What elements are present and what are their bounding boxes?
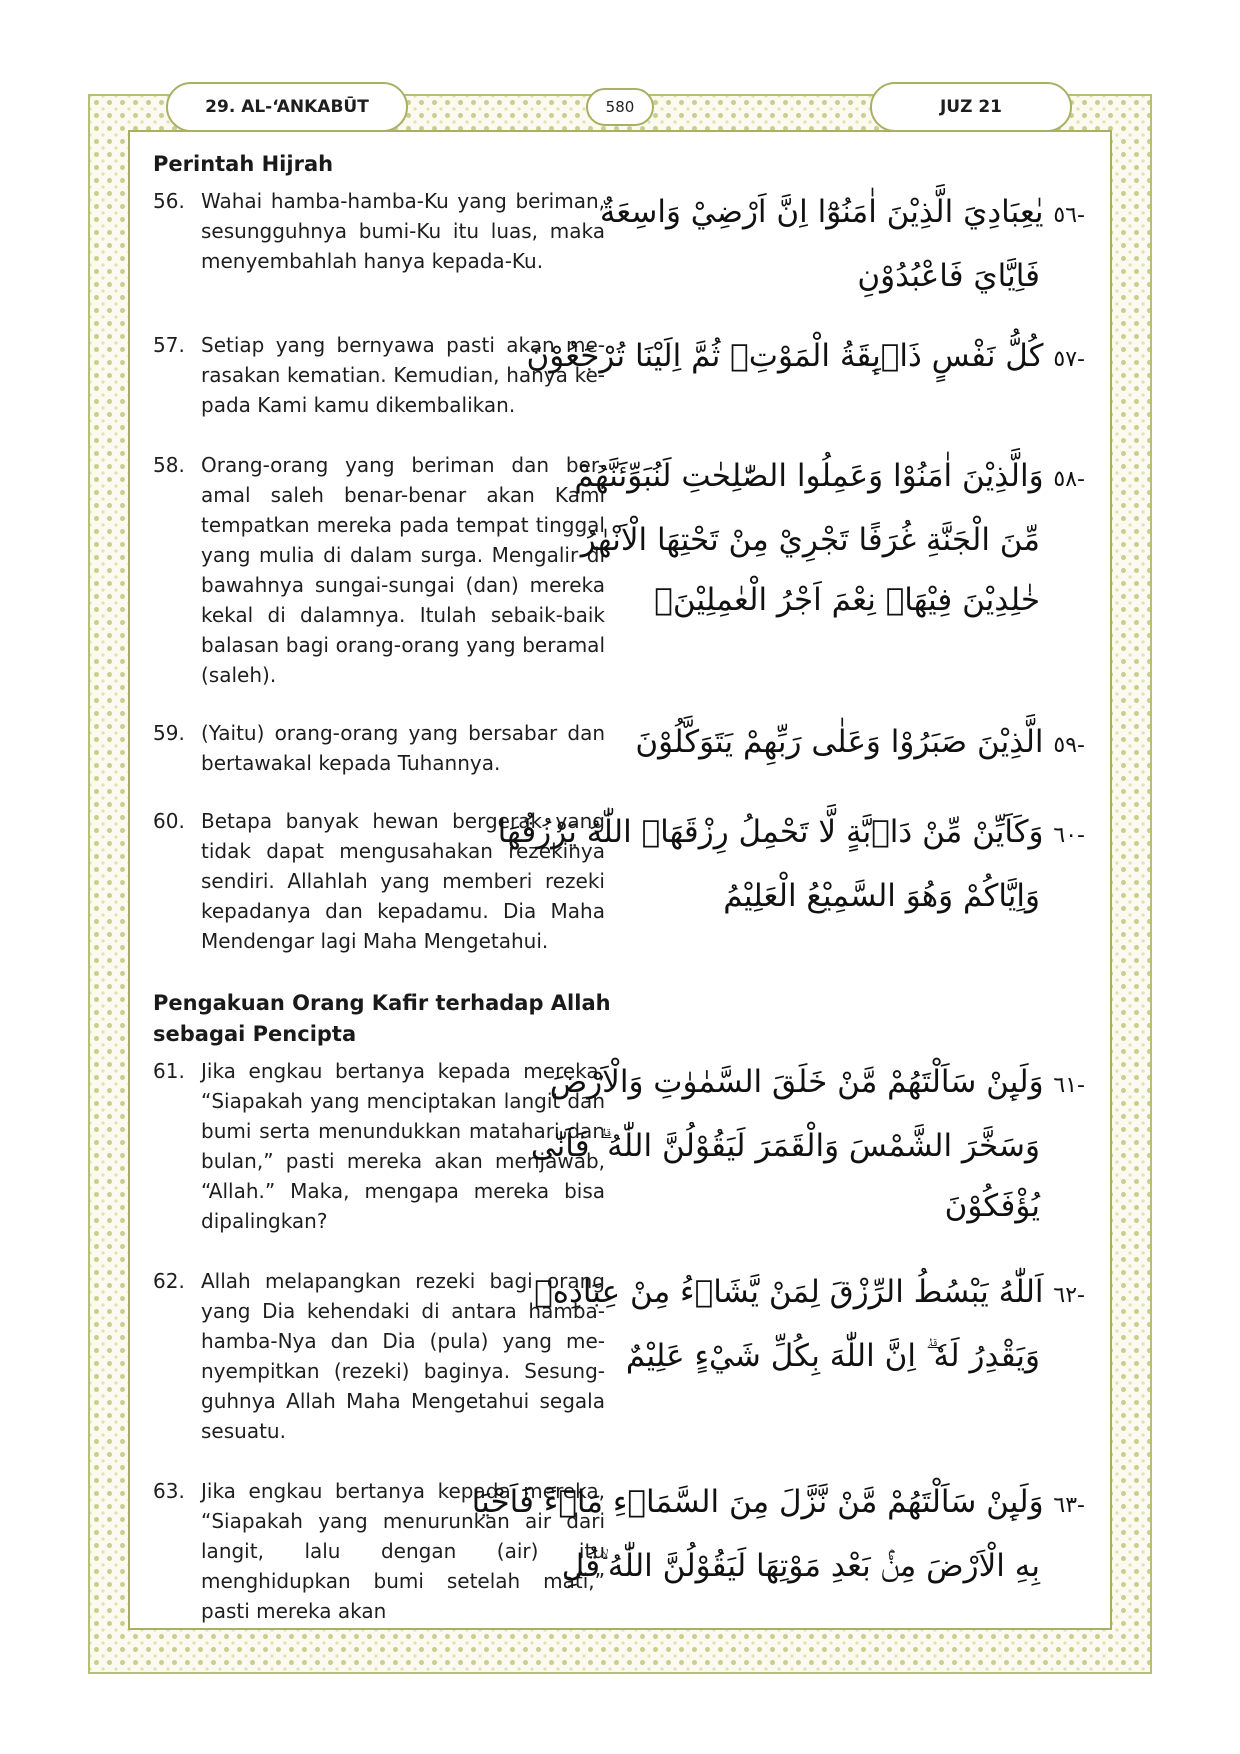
arabic-line — [471, 1472, 1085, 1536]
arabic-text: اَللّٰهُ يَبْسُطُ الرِّزْقَ لِمَنْ يَّشَاۤءُ مِنْ عِبَادِهٖ — [534, 1274, 1044, 1310]
verse-62-arabic — [534, 1262, 1085, 1386]
verse-58-translation — [153, 450, 605, 690]
verse-59-arabic — [630, 712, 1085, 776]
verse-text: (Yaitu) orang-orang yang bersabar dan bertawakal kepada Tuhannya. — [201, 721, 605, 775]
verse-text: Setiap yang bernyawa pasti akan me-rasakan kematian. Kemudian, hanya ke-pada Kami kamu dikembalikan. — [201, 333, 605, 417]
section-heading-hijrah: Perintah Hijrah — [153, 152, 334, 176]
verse-text: Jika engkau bertanya kepada mereka, “Siapakah yang menurunkan air dari langit, lalu dengan (air) itu menghidupkan bumi setelah mati,” pasti mereka akan — [201, 1479, 605, 1623]
arabic-text: وَلَىِٕنْ سَاَلْتَهُمْ مَّنْ خَلَقَ السَّمٰوٰتِ وَالْاَرْضَ — [549, 1064, 1044, 1100]
arabic-verse-number: -٦٣ — [1053, 1493, 1085, 1518]
verse-56-arabic — [599, 182, 1085, 306]
verse-text: Betapa banyak hewan bergerak yang tidak dapat mengusahakan rezekinya sendiri. Allahlah yang memberi rezeki kepadanya dan kepadamu. Dia Maha Mendengar lagi Maha Mengetahui. — [201, 809, 605, 953]
arabic-line: وَسَخَّرَ الشَّمْسَ وَالْقَمَرَ لَيَقُوْلُنَّ اللّٰهُ ۗ فَاَنّٰى — [530, 1128, 1040, 1164]
verse-number: 63. — [153, 1479, 185, 1503]
verse-58-arabic — [574, 446, 1085, 630]
arabic-text: وَالَّذِيْنَ اٰمَنُوْا وَعَمِلُوا الصّٰلِحٰتِ لَنُبَوِّئَنَّهُمْ — [574, 458, 1044, 494]
arabic-line: وَيَقْدِرُ لَهٗ ۗ اِنَّ اللّٰهَ بِكُلِّ شَيْءٍ عَلِيْمٌ — [625, 1338, 1040, 1374]
arabic-verse-number: -٥٧ — [1053, 347, 1085, 372]
arabic-line: مِّنَ الْجَنَّةِ غُرَفًا تَجْرِيْ مِنْ تَحْتِهَا الْاَنْهٰرُ — [580, 522, 1040, 558]
verse-text: Jika engkau bertanya kepada mereka, “Siapakah yang menciptakan langit dan bumi serta menundukkan matahari dan bulan,” pasti mereka akan menjawab, “Allah.” Maka, mengapa mereka bisa dipalingkan? — [201, 1059, 605, 1233]
arabic-text: يٰعِبَادِيَ الَّذِيْنَ اٰمَنُوْٓا اِنَّ اَرْضِيْ وَاسِعَةٌ — [599, 194, 1044, 230]
arabic-verse-number: -٥٩ — [1053, 733, 1085, 758]
surah-title: 29. AL-‘ANKABŪT — [166, 82, 408, 132]
verse-63-arabic — [471, 1472, 1085, 1596]
verse-number: 62. — [153, 1269, 185, 1293]
verse-60-arabic — [497, 802, 1085, 926]
verse-56-translation — [153, 186, 605, 276]
arabic-line: فَاِيَّايَ فَاعْبُدُوْنِ — [857, 258, 1040, 294]
arabic-line — [534, 1262, 1085, 1326]
arabic-line — [574, 446, 1085, 510]
verse-text: Wahai hamba-hamba-Ku yang beriman, sesungguhnya bumi-Ku itu luas, maka menyembahlah hanya kepada-Ku. — [201, 189, 605, 273]
arabic-line — [497, 802, 1085, 866]
arabic-line: يُؤْفَكُوْنَ — [944, 1188, 1040, 1224]
arabic-line: بِهِ الْاَرْضَ مِنْۢ بَعْدِ مَوْتِهَا لَيَقُوْلُنَّ اللّٰهُ ۙقُلِ — [561, 1548, 1040, 1584]
arabic-text: الَّذِيْنَ صَبَرُوْا وَعَلٰى رَبِّهِمْ يَتَوَكَّلُوْنَ — [635, 724, 1044, 760]
arabic-verse-number: -٦٠ — [1053, 823, 1085, 848]
verse-number: 59. — [153, 721, 185, 745]
arabic-text: وَلَىِٕنْ سَاَلْتَهُمْ مَّنْ نَّزَّلَ مِنَ السَّمَاۤءِ مَاۤءً فَاَحْيَا — [471, 1484, 1044, 1520]
arabic-text: كُلُّ نَفْسٍ ذَاۤىِٕقَةُ الْمَوْتِۗ ثُمَّ اِلَيْنَا تُرْجَعُوْنَ — [526, 338, 1044, 374]
verse-text: Allah melapangkan rezeki bagi orang yang Dia kehendaki di antara hamba-hamba-Nya dan Dia (pula) yang me-nyempitkan (rezeki) baginya. Sesung-guhnya Allah Maha Mengetahui segala sesuatu. — [201, 1269, 605, 1443]
juz-label: JUZ 21 — [870, 82, 1072, 132]
arabic-text: وَكَاَيِّنْ مِّنْ دَاۤبَّةٍ لَّا تَحْمِلُ رِزْقَهَاۖ اللّٰهُ يَرْزُقُهَا — [497, 814, 1044, 850]
verse-57-arabic — [526, 326, 1085, 390]
arabic-verse-number: -٥٨ — [1053, 467, 1085, 492]
arabic-line — [630, 712, 1085, 776]
arabic-line: وَاِيَّاكُمْ وَهُوَ السَّمِيْعُ الْعَلِيْمُ — [723, 878, 1040, 914]
verse-number: 58. — [153, 453, 185, 477]
verse-number: 56. — [153, 189, 185, 213]
verse-text: Orang-orang yang beriman dan ber-amal saleh benar-benar akan Kami tempatkan mereka pada tempat tinggal yang mulia di dalam surga. Mengalir di bawahnya sungai-sungai (dan) mereka kekal di dalamnya. Itulah sebaik-baik balasan bagi orang-orang yang beramal (saleh). — [201, 453, 605, 687]
verse-number: 60. — [153, 809, 185, 833]
page-number: 580 — [586, 88, 654, 126]
section-heading-pengakuan: Pengakuan Orang Kafir terhadap Allah sebagai Pencipta — [153, 991, 611, 1046]
arabic-verse-number: -٥٦ — [1053, 203, 1085, 228]
arabic-line — [526, 326, 1085, 390]
arabic-line: خٰلِدِيْنَ فِيْهَاۗ نِعْمَ اَجْرُ الْعٰمِلِيْنَۖ — [654, 582, 1040, 618]
verse-59-translation — [153, 718, 605, 778]
arabic-line — [599, 182, 1085, 246]
arabic-verse-number: -٦١ — [1053, 1073, 1085, 1098]
arabic-line — [549, 1052, 1085, 1116]
verse-number: 57. — [153, 333, 185, 357]
verse-number: 61. — [153, 1059, 185, 1083]
arabic-verse-number: -٦٢ — [1053, 1283, 1085, 1308]
verse-61-arabic — [530, 1052, 1085, 1236]
